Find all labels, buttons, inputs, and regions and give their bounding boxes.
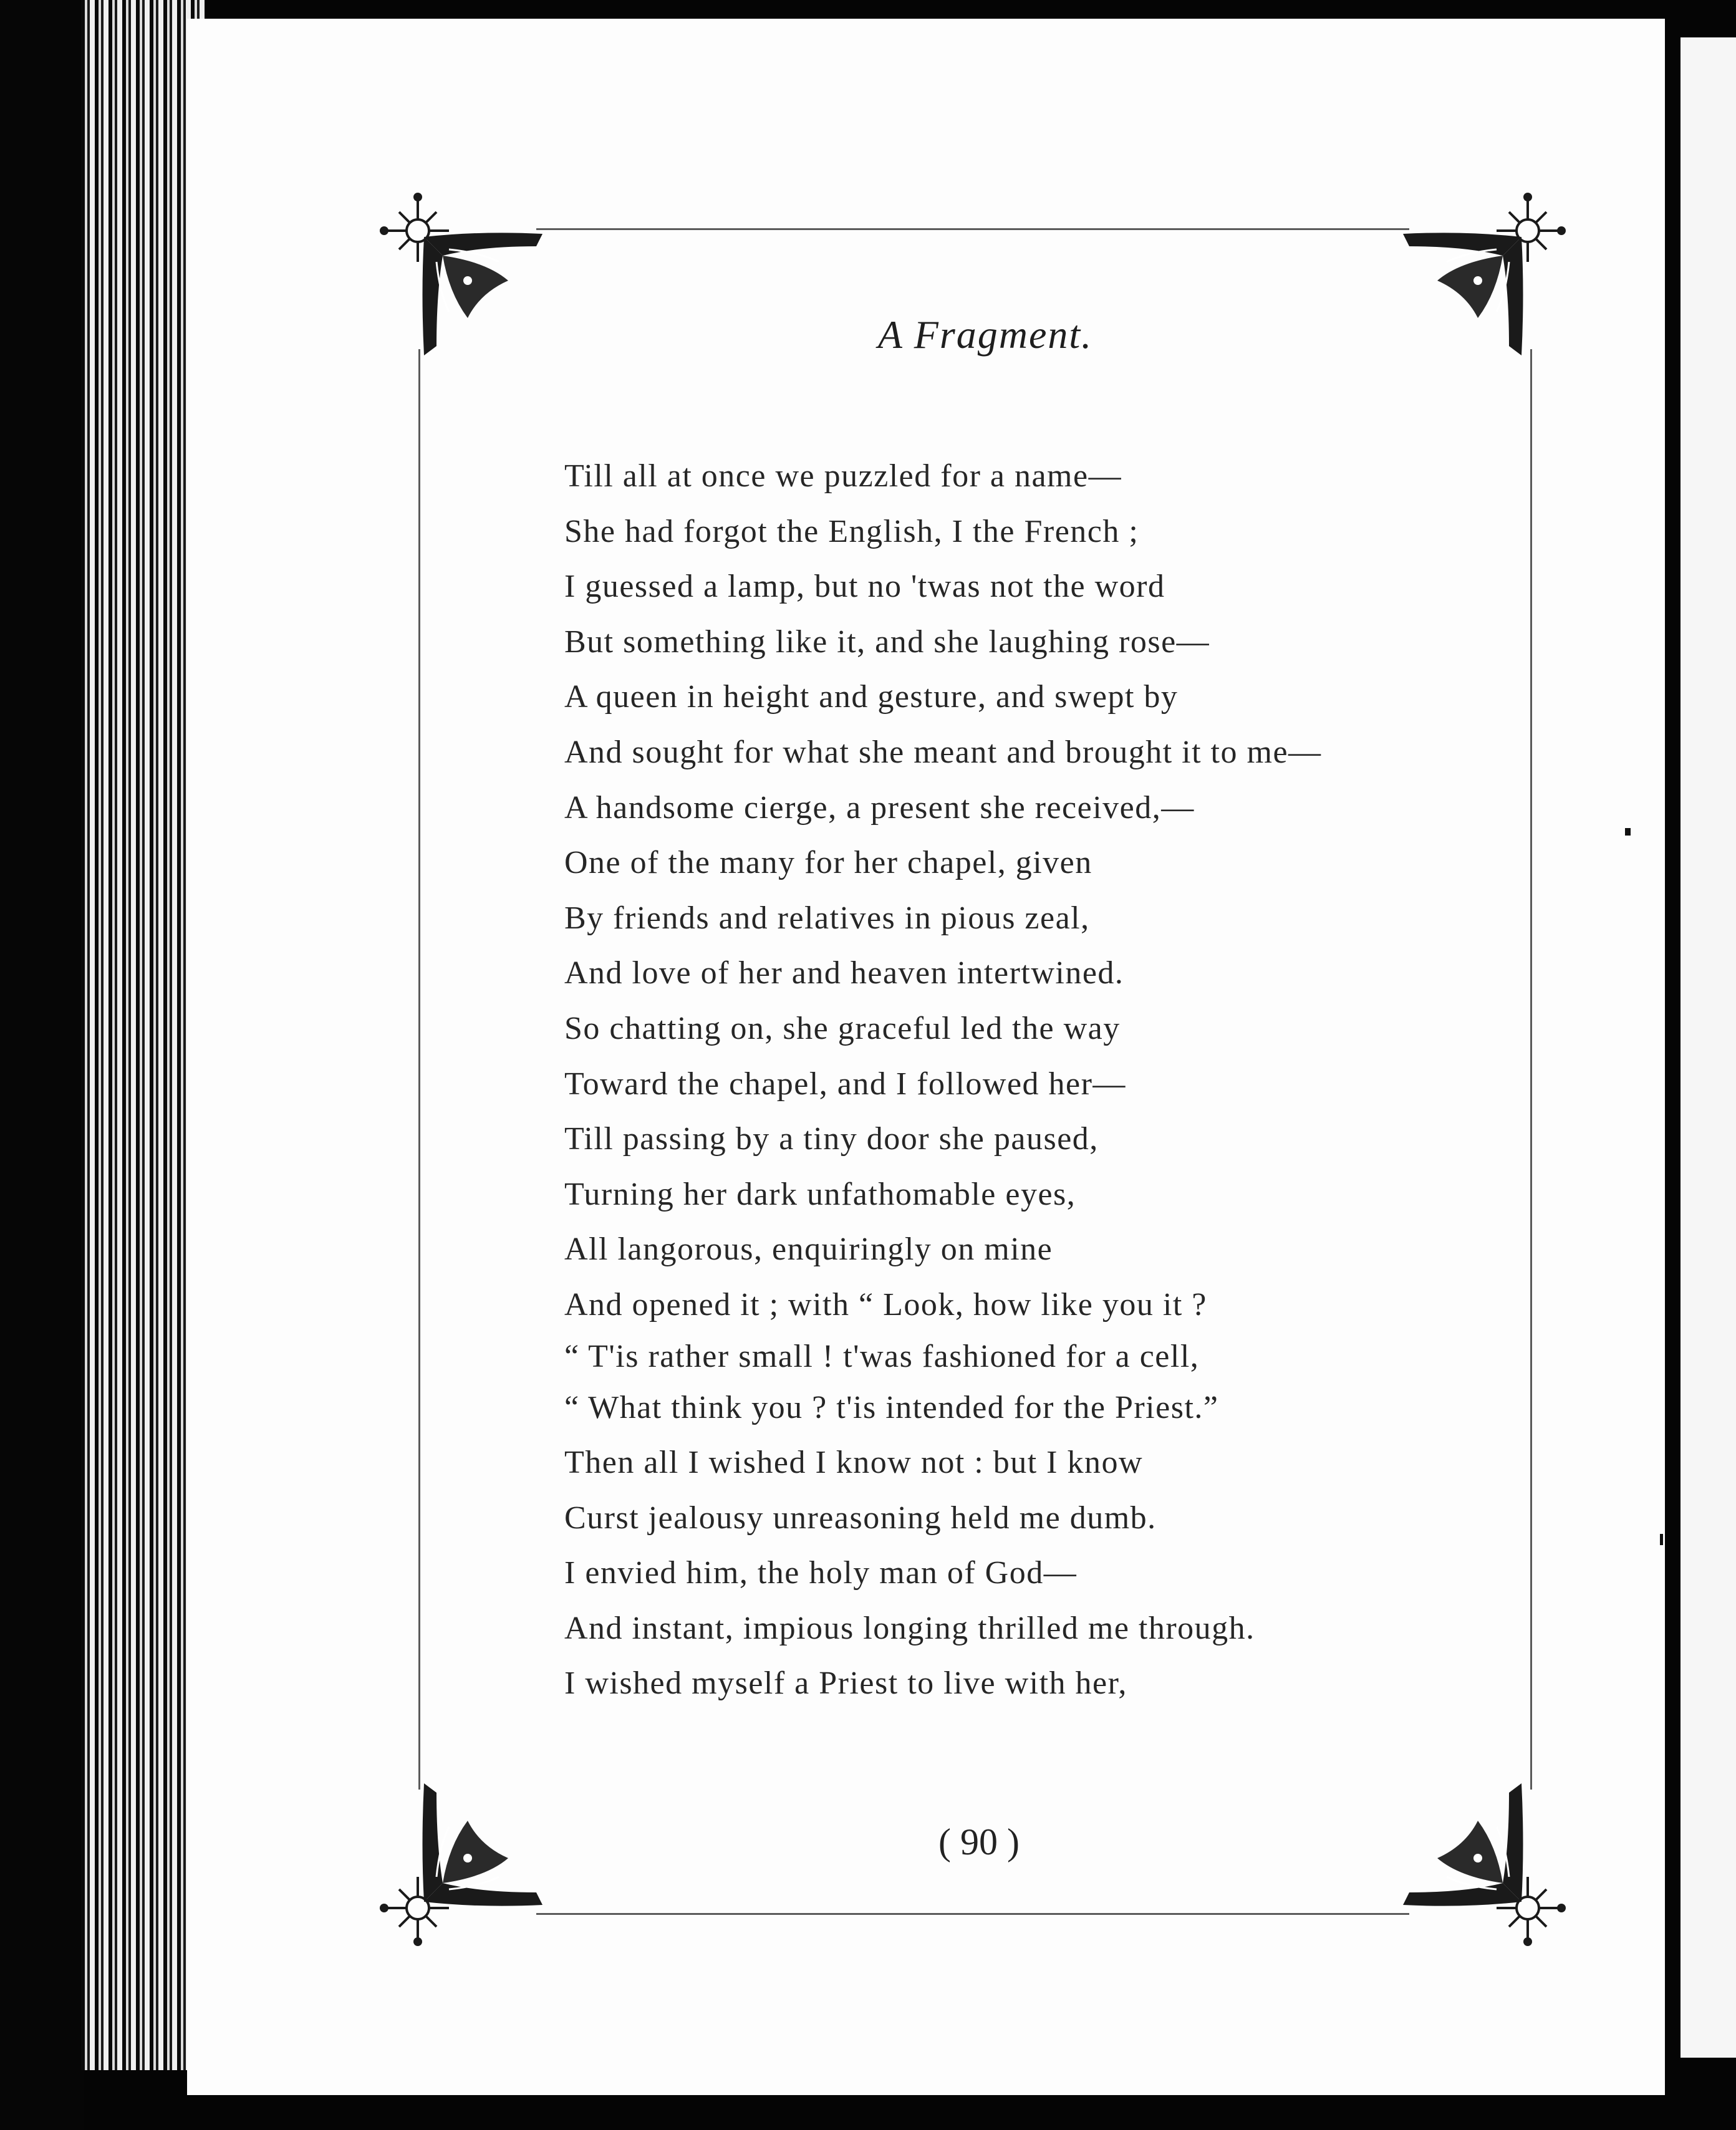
poem-line: A queen in height and gesture, and swept by [564, 679, 1179, 715]
poem-line: So chatting on, she graceful led the way [564, 1010, 1121, 1046]
poem-title: A Fragment. [877, 312, 1093, 357]
poem-line: Till passing by a tiny door she paused, [564, 1121, 1099, 1157]
poem-line: And instant, impious longing thrilled me through. [564, 1610, 1255, 1646]
poem-line: By friends and relatives in pious zeal, [564, 900, 1090, 936]
poem-line: Curst jealousy unreasoning held me dumb. [564, 1500, 1157, 1536]
page-number: ( 90 ) [938, 1821, 1020, 1863]
poem-line: “ T'is rather small ! t'was fashioned for a cell, [564, 1338, 1200, 1374]
frame-rule-left [418, 349, 420, 1790]
poem-line: I guessed a lamp, but no 'twas not the word [564, 569, 1165, 605]
corner-ornament-icon [374, 187, 549, 362]
frame-rule-bottom [536, 1913, 1409, 1915]
ink-speck [1625, 828, 1631, 836]
facing-page-edge [1681, 37, 1736, 2058]
corner-ornament-icon [374, 1777, 549, 1952]
poem-line: I wished myself a Priest to live with her, [564, 1665, 1127, 1702]
poem-line: Till all at once we puzzled for a name— [564, 458, 1122, 494]
poem-line: And love of her and heaven intertwined. [564, 955, 1124, 991]
poem-line: Toward the chapel, and I followed her— [564, 1066, 1126, 1102]
poem-line: One of the many for her chapel, given [564, 845, 1092, 881]
poem-line: “ What think you ? t'is intended for the Priest.” [564, 1389, 1219, 1425]
ink-speck [1660, 1534, 1663, 1545]
poem-body [564, 449, 1500, 1712]
poem-line: Turning her dark unfathomable eyes, [564, 1176, 1076, 1212]
poem-line: She had forgot the English, I the French ; [564, 513, 1139, 549]
frame-rule-top [536, 228, 1409, 230]
poem-line: And sought for what she meant and brought it to me— [564, 734, 1322, 770]
poem-line: And opened it ; with “ Look, how like you it ? [564, 1286, 1207, 1323]
poem-line: I envied him, the holy man of God— [564, 1555, 1078, 1591]
corner-ornament-icon [1397, 187, 1571, 362]
poem-line: But something like it, and she laughing rose— [564, 624, 1210, 660]
poem-line: A handsome cierge, a present she received,— [564, 789, 1195, 826]
poem-line: Then all I wished I know not : but I know [564, 1445, 1144, 1481]
book-spine-shadow [0, 0, 84, 2130]
poem-line: All langorous, enquiringly on mine [564, 1231, 1053, 1268]
corner-ornament-icon [1397, 1777, 1571, 1952]
frame-rule-right [1530, 349, 1532, 1790]
